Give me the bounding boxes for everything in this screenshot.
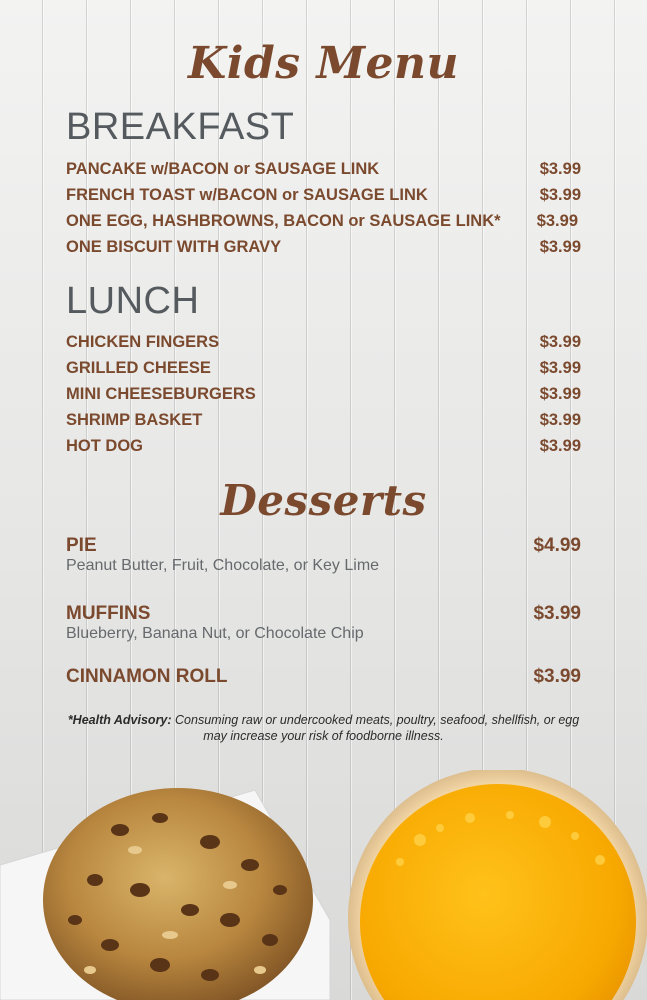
item-price: $3.99 <box>533 603 581 624</box>
advisory-text: Consuming raw or undercooked meats, poultry, seafood, shellfish, or egg may increase your risk of foodborne illness. <box>175 713 580 743</box>
item-price: $4.99 <box>533 535 581 556</box>
item-name: HOT DOG <box>66 437 143 455</box>
lunch-item <box>66 385 581 409</box>
item-price: $3.99 <box>533 666 581 687</box>
item-description: Blueberry, Banana Nut, or Chocolate Chip <box>66 625 364 642</box>
item-name: FRENCH TOAST w/BACON or SAUSAGE LINK <box>66 186 428 204</box>
breakfast-item <box>66 160 581 184</box>
desserts-heading: Desserts <box>220 476 427 525</box>
item-name: MUFFINS <box>66 603 151 624</box>
lunch-heading: LUNCH <box>66 280 200 322</box>
item-price: $3.99 <box>539 333 581 351</box>
item-price: $3.99 <box>539 385 581 403</box>
item-name: ONE EGG, HASHBROWNS, BACON or SAUSAGE LINK* <box>66 212 501 230</box>
breakfast-item <box>66 212 581 236</box>
lunch-item <box>66 333 581 357</box>
lunch-item <box>66 359 581 383</box>
breakfast-item <box>66 186 581 210</box>
item-price: $3.99 <box>539 238 581 256</box>
item-name: MINI CHEESEBURGERS <box>66 385 256 403</box>
breakfast-item <box>66 238 581 262</box>
item-price: $3.99 <box>539 186 581 204</box>
item-name: GRILLED CHEESE <box>66 359 211 377</box>
item-price: $3.99 <box>536 212 578 230</box>
lunch-item <box>66 437 581 461</box>
item-price: $3.99 <box>539 437 581 455</box>
advisory-label: *Health Advisory: <box>67 713 172 727</box>
item-name: CHICKEN FINGERS <box>66 333 220 351</box>
item-price: $3.99 <box>539 160 581 178</box>
item-name: ONE BISCUIT WITH GRAVY <box>66 238 282 256</box>
item-name: SHRIMP BASKET <box>66 411 203 429</box>
menu-title: Kids Menu <box>188 38 459 89</box>
item-name: CINNAMON ROLL <box>66 666 228 687</box>
health-advisory <box>60 712 587 744</box>
orange-juice-glass-photo <box>348 770 647 1000</box>
item-price: $3.99 <box>539 359 581 377</box>
item-name: PANCAKE w/BACON or SAUSAGE LINK <box>66 160 380 178</box>
item-name: PIE <box>66 535 97 556</box>
item-price: $3.99 <box>539 411 581 429</box>
breakfast-heading: BREAKFAST <box>66 106 295 148</box>
item-description: Peanut Butter, Fruit, Chocolate, or Key Lime <box>66 557 380 574</box>
lunch-item <box>66 411 581 435</box>
food-photo <box>0 770 647 1000</box>
